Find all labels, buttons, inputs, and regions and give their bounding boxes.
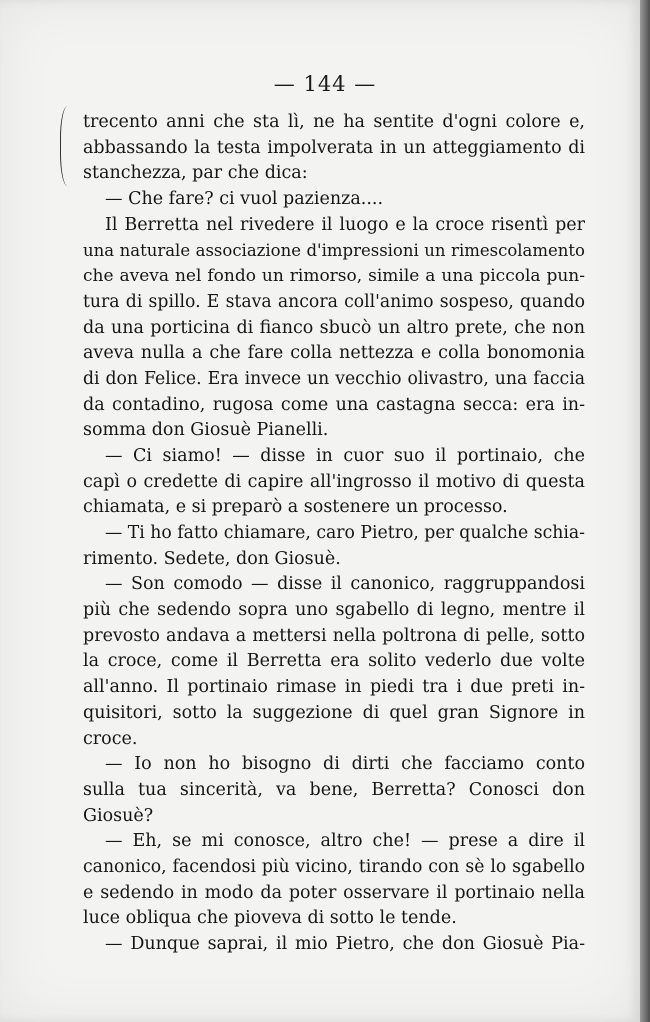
text-line: trecento anni che sta lì, ne ha sentite d'ogni colore e, xyxy=(83,112,585,132)
text-line: da contadino, rugosa come una castagna secca: era in- xyxy=(83,394,585,415)
text-line: di don Felice. Era invece un vecchio olivastro, una faccia xyxy=(83,368,585,389)
margin-bracket-mark xyxy=(60,106,79,186)
text-line: — Che fare? ci vuol pazienza.... xyxy=(105,189,384,210)
page-edge-shadow xyxy=(640,0,650,1022)
text-line: abbassando la testa impolverata in un atteggiamento di xyxy=(83,137,585,158)
text-line: croce. xyxy=(83,728,138,749)
text-line: prevosto andava a mettersi nella poltrona di pelle, sotto xyxy=(83,625,585,646)
text-line: — Io non ho bisogno di dirti che facciamo conto xyxy=(105,754,585,775)
text-line: da una porticina di fianco sbucò un altro prete, che non xyxy=(83,317,585,338)
text-line: — Eh, se mi conosce, altro che! — prese a dire il xyxy=(105,831,585,852)
body-text xyxy=(83,110,585,958)
text-line: sulla tua sincerità, va bene, Berretta? Conosci don xyxy=(83,779,585,800)
text-line: canonico, facendosi più vicino, tirando con sè lo sgabello xyxy=(83,856,585,877)
text-line: Giosuè? xyxy=(83,805,154,826)
text-line: — Son comodo — disse il canonico, raggruppandosi xyxy=(105,574,585,595)
text-line: — Ci siamo! — disse in cuor suo il portinaio, che xyxy=(105,445,585,466)
text-line: stanchezza, par che dica: xyxy=(83,163,308,184)
text-line: la croce, come il Berretta era solito vederlo due volte xyxy=(83,651,585,672)
text-line: — Dunque saprai, il mio Pietro, che don Giosuè Pia- xyxy=(105,934,585,954)
text-line: aveva nulla a che fare colla nettezza e colla bonomonia xyxy=(83,343,585,364)
text-line: Il Berretta nel rivedere il luogo e la croce risentì per xyxy=(105,214,585,235)
text-line: che aveva nel fondo un rimorso, simile a una piccola pun- xyxy=(83,266,585,287)
text-line: rimento. Sedete, don Giosuè. xyxy=(83,548,341,569)
page-number: — 144 — xyxy=(273,72,377,96)
text-line: — Ti ho fatto chiamare, caro Pietro, per qualche schia- xyxy=(105,523,585,543)
text-line: somma don Giosuè Pianelli. xyxy=(83,420,329,441)
text-line: luce obliqua che pioveva di sotto le tende. xyxy=(83,908,457,929)
text-line: e sedendo in modo da poter osservare il portinaio nella xyxy=(83,882,585,903)
text-line: chiamata, e si preparò a sostenere un processo. xyxy=(83,497,508,518)
text-line: capì o credette di capire all'ingrosso il motivo di questa xyxy=(83,471,585,492)
text-line: all'anno. Il portinaio rimase in piedi tra i due preti in- xyxy=(83,677,585,698)
text-line: una naturale associazione d'impressioni un rimescolamento xyxy=(83,241,585,261)
text-line: quisitori, sotto la suggezione di quel gran Signore in xyxy=(83,702,585,723)
text-line: tura di spillo. E stava ancora coll'animo sospeso, quando xyxy=(83,291,585,312)
text-line: più che sedendo sopra uno sgabello di legno, mentre il xyxy=(83,600,585,621)
